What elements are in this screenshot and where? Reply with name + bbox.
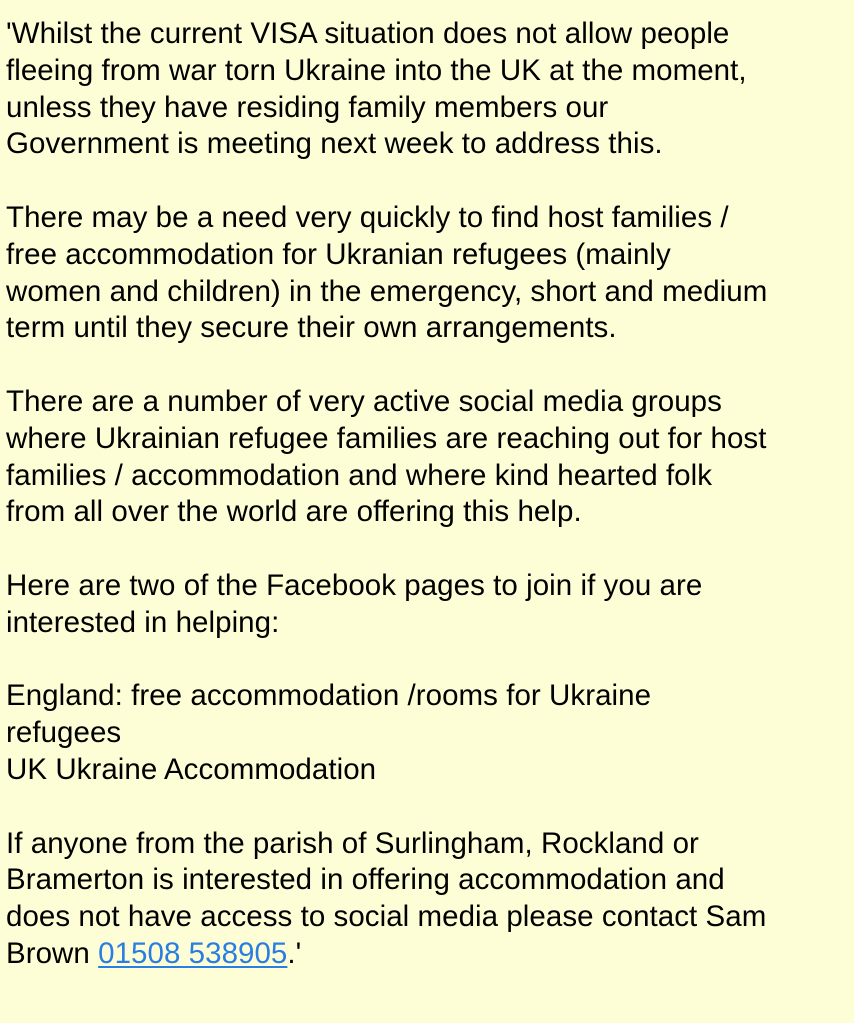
text-line: interested in helping: — [6, 605, 280, 639]
paragraph-visa-situation — [6, 16, 846, 163]
facebook-page-name: refugees — [6, 716, 122, 750]
paragraph-host-families — [6, 200, 846, 347]
text-line: fleeing from war torn Ukraine into the UK at the moment, — [6, 53, 747, 87]
text-line: where Ukrainian refugee families are reaching out for host — [6, 421, 767, 455]
facebook-page-name: England: free accommodation /rooms for Ukraine — [6, 679, 652, 713]
paragraph-facebook-page-names — [6, 678, 846, 788]
contact-name-suffix: Brown — [6, 936, 99, 970]
contact-line — [6, 936, 846, 973]
phone-number-link[interactable]: 01508 538905 — [98, 936, 288, 970]
text-line: families / accommodation and where kind hearted folk — [6, 458, 713, 492]
text-line: There may be a need very quickly to find host families / — [6, 200, 729, 234]
closing-quote: .' — [287, 936, 302, 970]
text-line: If anyone from the parish of Surlingham, Rockland or — [6, 826, 699, 860]
text-line: does not have access to social media please contact Sam — [6, 900, 767, 934]
text-line: women and children) in the emergency, short and medium — [6, 274, 768, 308]
paragraph-social-media-groups — [6, 384, 846, 531]
paragraph-contact — [6, 826, 846, 973]
text-line: Bramerton is interested in offering accommodation and — [6, 863, 725, 897]
paragraph-facebook-pages-intro — [6, 568, 846, 642]
text-line: Here are two of the Facebook pages to join if you are — [6, 568, 703, 602]
text-line: from all over the world are offering this help. — [6, 495, 582, 529]
text-line: Government is meeting next week to address this. — [6, 127, 663, 161]
facebook-page-name: UK Ukraine Accommodation — [6, 752, 377, 786]
text-line: term until they secure their own arrangements. — [6, 311, 617, 345]
text-line: free accommodation for Ukranian refugees (mainly — [6, 237, 671, 271]
text-line: 'Whilst the current VISA situation does not allow people — [6, 17, 730, 50]
text-line: There are a number of very active social media groups — [6, 384, 722, 418]
text-line: unless they have residing family members our — [6, 90, 609, 124]
